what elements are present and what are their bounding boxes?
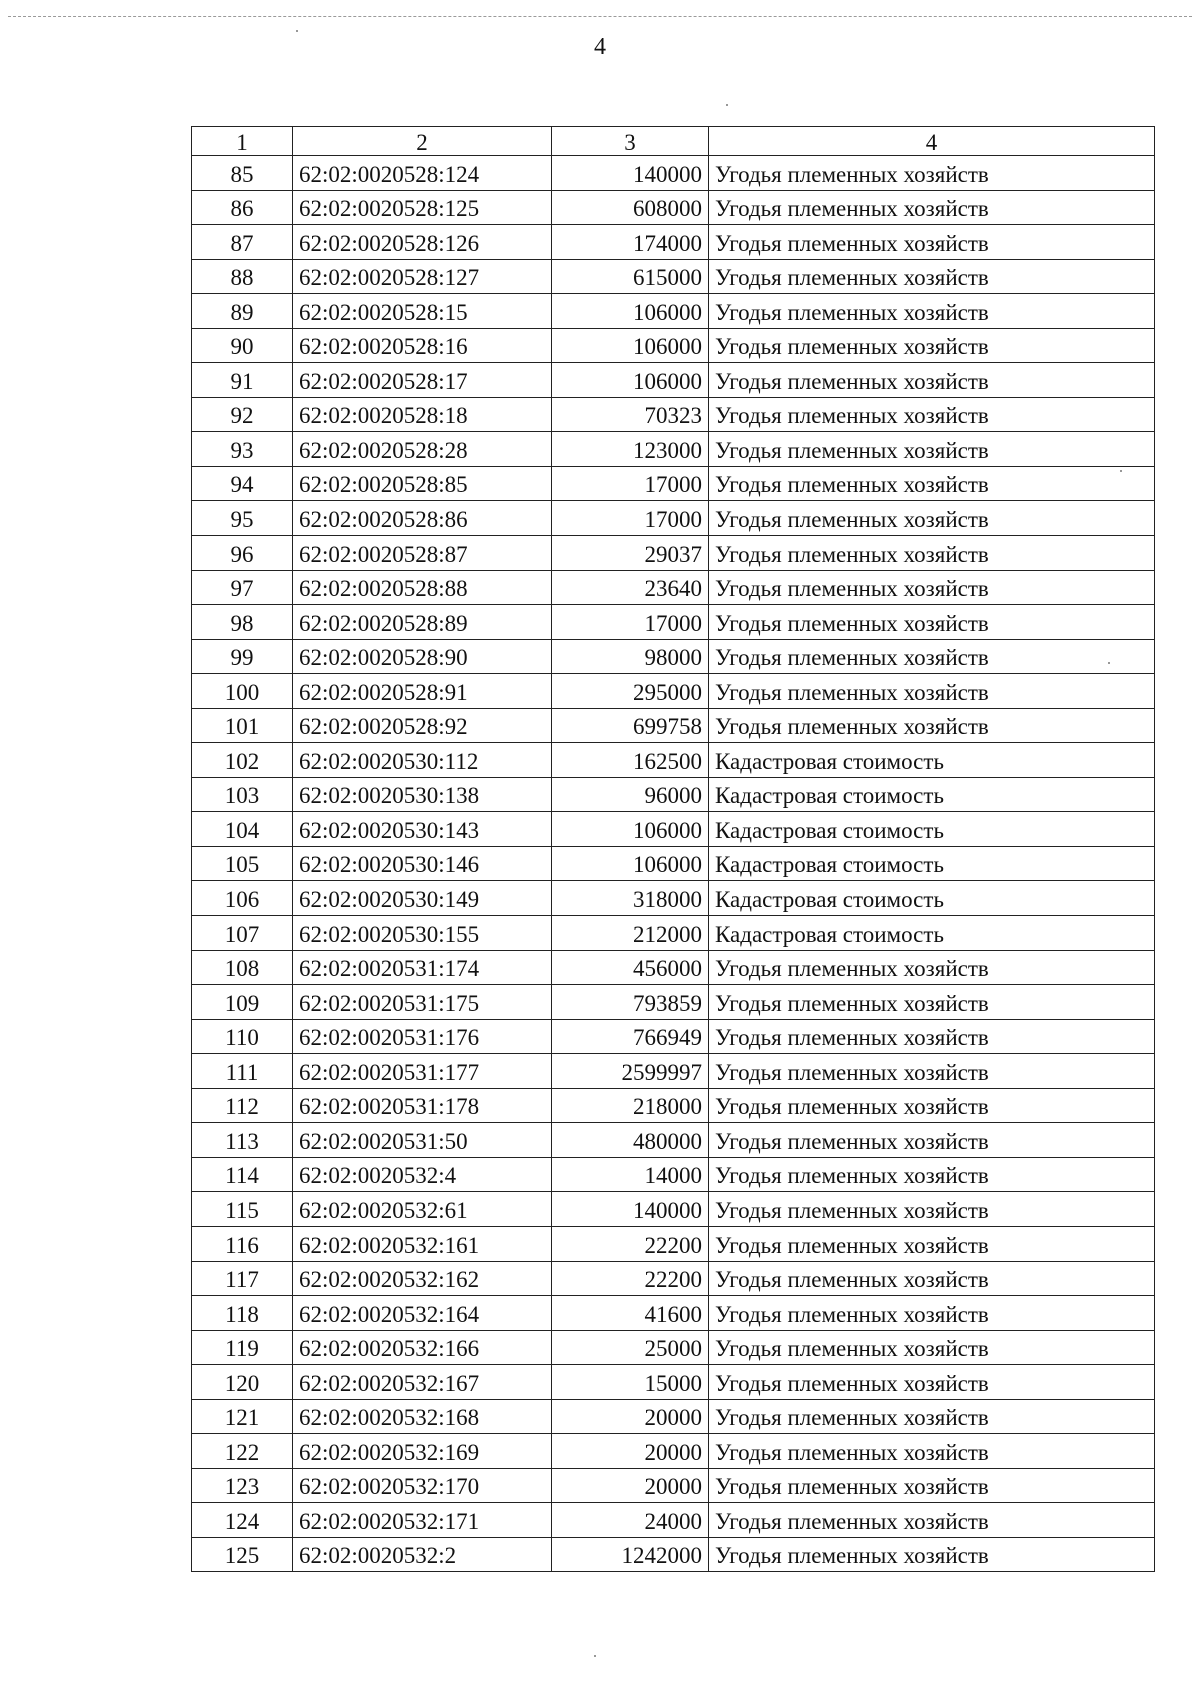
- cell-description: Угодья племенных хозяйств: [709, 674, 1155, 709]
- cell-cadastral-number: 62:02:0020528:126: [293, 225, 552, 260]
- scan-speck: [296, 30, 298, 32]
- cell-row-number: 113: [192, 1123, 293, 1158]
- cell-cadastral-number: 62:02:0020530:112: [293, 743, 552, 778]
- header-col-1: 1: [192, 127, 293, 156]
- cell-cadastral-number: 62:02:0020528:91: [293, 674, 552, 709]
- cell-row-number: 107: [192, 916, 293, 951]
- scan-speck: [1120, 470, 1122, 472]
- cell-description: Угодья племенных хозяйств: [709, 432, 1155, 467]
- cell-cadastral-number: 62:02:0020532:2: [293, 1537, 552, 1572]
- cell-description: Угодья племенных хозяйств: [709, 639, 1155, 674]
- cell-cadastral-number: 62:02:0020528:92: [293, 708, 552, 743]
- cell-cadastral-number: 62:02:0020531:178: [293, 1088, 552, 1123]
- header-col-4: 4: [709, 127, 1155, 156]
- cell-description: Угодья племенных хозяйств: [709, 1192, 1155, 1227]
- table-row: [192, 190, 1155, 225]
- cell-description: Угодья племенных хозяйств: [709, 605, 1155, 640]
- table-row: [192, 1123, 1155, 1158]
- cell-value: 96000: [552, 777, 709, 812]
- cell-cadastral-number: 62:02:0020528:15: [293, 294, 552, 329]
- table-row: [192, 743, 1155, 778]
- cell-cadastral-number: 62:02:0020532:162: [293, 1261, 552, 1296]
- cell-value: 106000: [552, 294, 709, 329]
- cell-value: 766949: [552, 1019, 709, 1054]
- table-row: [192, 1503, 1155, 1538]
- cell-description: Угодья племенных хозяйств: [709, 985, 1155, 1020]
- cell-cadastral-number: 62:02:0020528:86: [293, 501, 552, 536]
- table-row: [192, 156, 1155, 191]
- cell-row-number: 124: [192, 1503, 293, 1538]
- cell-description: Угодья племенных хозяйств: [709, 294, 1155, 329]
- cell-value: 20000: [552, 1434, 709, 1469]
- cell-value: 106000: [552, 812, 709, 847]
- cell-description: Угодья племенных хозяйств: [709, 1537, 1155, 1572]
- table-row: [192, 846, 1155, 881]
- cell-value: 17000: [552, 466, 709, 501]
- cell-cadastral-number: 62:02:0020530:149: [293, 881, 552, 916]
- cell-description: Кадастровая стоимость: [709, 743, 1155, 778]
- cell-cadastral-number: 62:02:0020528:87: [293, 536, 552, 571]
- table-row: [192, 1537, 1155, 1572]
- cell-description: Угодья племенных хозяйств: [709, 1468, 1155, 1503]
- cell-cadastral-number: 62:02:0020532:170: [293, 1468, 552, 1503]
- table-row: [192, 1019, 1155, 1054]
- cell-value: 106000: [552, 363, 709, 398]
- cell-cadastral-number: 62:02:0020528:90: [293, 639, 552, 674]
- table-row: [192, 397, 1155, 432]
- table-row: [192, 812, 1155, 847]
- scan-speck: [1108, 662, 1110, 664]
- cell-value: 15000: [552, 1365, 709, 1400]
- table-row: [192, 225, 1155, 260]
- cell-description: Угодья племенных хозяйств: [709, 1019, 1155, 1054]
- cell-cadastral-number: 62:02:0020528:17: [293, 363, 552, 398]
- cell-description: Кадастровая стоимость: [709, 916, 1155, 951]
- cell-value: 106000: [552, 846, 709, 881]
- header-row: [192, 127, 1155, 156]
- cell-description: Угодья племенных хозяйств: [709, 708, 1155, 743]
- cell-row-number: 89: [192, 294, 293, 329]
- cell-row-number: 88: [192, 259, 293, 294]
- cell-description: Угодья племенных хозяйств: [709, 1226, 1155, 1261]
- cell-value: 25000: [552, 1330, 709, 1365]
- cell-row-number: 112: [192, 1088, 293, 1123]
- cell-value: 20000: [552, 1399, 709, 1434]
- cell-value: 162500: [552, 743, 709, 778]
- cell-cadastral-number: 62:02:0020530:143: [293, 812, 552, 847]
- cell-value: 212000: [552, 916, 709, 951]
- cell-cadastral-number: 62:02:0020528:125: [293, 190, 552, 225]
- table-row: [192, 363, 1155, 398]
- cell-value: 17000: [552, 501, 709, 536]
- cell-cadastral-number: 62:02:0020532:164: [293, 1296, 552, 1331]
- cell-cadastral-number: 62:02:0020531:174: [293, 950, 552, 985]
- cell-cadastral-number: 62:02:0020530:138: [293, 777, 552, 812]
- cell-value: 22200: [552, 1261, 709, 1296]
- cell-description: Угодья племенных хозяйств: [709, 1365, 1155, 1400]
- table-row: [192, 916, 1155, 951]
- cell-description: Угодья племенных хозяйств: [709, 156, 1155, 191]
- table-row: [192, 985, 1155, 1020]
- cell-cadastral-number: 62:02:0020532:61: [293, 1192, 552, 1227]
- table-row: [192, 1399, 1155, 1434]
- cell-description: Угодья племенных хозяйств: [709, 1296, 1155, 1331]
- cell-description: Угодья племенных хозяйств: [709, 1330, 1155, 1365]
- cell-row-number: 105: [192, 846, 293, 881]
- cell-cadastral-number: 62:02:0020528:127: [293, 259, 552, 294]
- cell-value: 20000: [552, 1468, 709, 1503]
- cell-row-number: 101: [192, 708, 293, 743]
- cell-value: 70323: [552, 397, 709, 432]
- table-body: [192, 156, 1155, 1572]
- cell-description: Угодья племенных хозяйств: [709, 1054, 1155, 1089]
- cell-description: Угодья племенных хозяйств: [709, 190, 1155, 225]
- cell-row-number: 110: [192, 1019, 293, 1054]
- header-col-3: 3: [552, 127, 709, 156]
- cell-value: 295000: [552, 674, 709, 709]
- cell-cadastral-number: 62:02:0020532:4: [293, 1157, 552, 1192]
- cell-value: 318000: [552, 881, 709, 916]
- header-col-2: 2: [293, 127, 552, 156]
- cell-cadastral-number: 62:02:0020528:28: [293, 432, 552, 467]
- cell-value: 98000: [552, 639, 709, 674]
- cell-row-number: 93: [192, 432, 293, 467]
- cell-cadastral-number: 62:02:0020532:171: [293, 1503, 552, 1538]
- cell-value: 23640: [552, 570, 709, 605]
- cell-row-number: 92: [192, 397, 293, 432]
- cell-cadastral-number: 62:02:0020528:89: [293, 605, 552, 640]
- cell-description: Угодья племенных хозяйств: [709, 1261, 1155, 1296]
- cell-row-number: 85: [192, 156, 293, 191]
- cell-cadastral-number: 62:02:0020528:124: [293, 156, 552, 191]
- cell-row-number: 99: [192, 639, 293, 674]
- table-row: [192, 1157, 1155, 1192]
- cell-cadastral-number: 62:02:0020531:175: [293, 985, 552, 1020]
- cell-row-number: 95: [192, 501, 293, 536]
- cell-description: Угодья племенных хозяйств: [709, 1399, 1155, 1434]
- cell-value: 14000: [552, 1157, 709, 1192]
- table-row: [192, 570, 1155, 605]
- cell-cadastral-number: 62:02:0020531:177: [293, 1054, 552, 1089]
- table-row: [192, 1468, 1155, 1503]
- cell-row-number: 111: [192, 1054, 293, 1089]
- cell-row-number: 109: [192, 985, 293, 1020]
- cell-description: Угодья племенных хозяйств: [709, 536, 1155, 571]
- table-header: [192, 127, 1155, 156]
- cell-description: Кадастровая стоимость: [709, 812, 1155, 847]
- cell-description: Угодья племенных хозяйств: [709, 1088, 1155, 1123]
- cell-cadastral-number: 62:02:0020531:50: [293, 1123, 552, 1158]
- table-row: [192, 1054, 1155, 1089]
- cell-cadastral-number: 62:02:0020528:16: [293, 328, 552, 363]
- table-row: [192, 432, 1155, 467]
- cell-cadastral-number: 62:02:0020532:169: [293, 1434, 552, 1469]
- cell-row-number: 86: [192, 190, 293, 225]
- cell-cadastral-number: 62:02:0020528:88: [293, 570, 552, 605]
- table-row: [192, 294, 1155, 329]
- cell-description: Угодья племенных хозяйств: [709, 363, 1155, 398]
- cell-row-number: 104: [192, 812, 293, 847]
- cell-value: 123000: [552, 432, 709, 467]
- cell-description: Кадастровая стоимость: [709, 881, 1155, 916]
- table-row: [192, 881, 1155, 916]
- cell-cadastral-number: 62:02:0020528:18: [293, 397, 552, 432]
- cell-description: Угодья племенных хозяйств: [709, 950, 1155, 985]
- table-row: [192, 536, 1155, 571]
- cell-value: 1242000: [552, 1537, 709, 1572]
- table-row: [192, 950, 1155, 985]
- cell-value: 480000: [552, 1123, 709, 1158]
- table-row: [192, 328, 1155, 363]
- scan-speck: [594, 1655, 596, 1657]
- cell-row-number: 106: [192, 881, 293, 916]
- table-row: [192, 1330, 1155, 1365]
- cell-row-number: 123: [192, 1468, 293, 1503]
- cell-description: Угодья племенных хозяйств: [709, 466, 1155, 501]
- cell-cadastral-number: 62:02:0020530:155: [293, 916, 552, 951]
- table-row: [192, 466, 1155, 501]
- cell-row-number: 122: [192, 1434, 293, 1469]
- cell-row-number: 118: [192, 1296, 293, 1331]
- cell-description: Угодья племенных хозяйств: [709, 328, 1155, 363]
- page-number: 4: [594, 34, 606, 60]
- cell-row-number: 87: [192, 225, 293, 260]
- cell-row-number: 90: [192, 328, 293, 363]
- cell-cadastral-number: 62:02:0020530:146: [293, 846, 552, 881]
- cell-row-number: 117: [192, 1261, 293, 1296]
- scan-edge-line: [8, 16, 1192, 17]
- table-row: [192, 501, 1155, 536]
- cell-value: 608000: [552, 190, 709, 225]
- cell-value: 24000: [552, 1503, 709, 1538]
- cell-value: 17000: [552, 605, 709, 640]
- cell-row-number: 121: [192, 1399, 293, 1434]
- cell-value: 615000: [552, 259, 709, 294]
- cell-description: Угодья племенных хозяйств: [709, 259, 1155, 294]
- table-row: [192, 1226, 1155, 1261]
- table-row: [192, 674, 1155, 709]
- cell-cadastral-number: 62:02:0020532:161: [293, 1226, 552, 1261]
- cell-description: Кадастровая стоимость: [709, 777, 1155, 812]
- cell-value: 106000: [552, 328, 709, 363]
- cell-row-number: 116: [192, 1226, 293, 1261]
- cell-value: 29037: [552, 536, 709, 571]
- cell-row-number: 119: [192, 1330, 293, 1365]
- cell-row-number: 108: [192, 950, 293, 985]
- table-row: [192, 1192, 1155, 1227]
- cell-description: Угодья племенных хозяйств: [709, 570, 1155, 605]
- table-row: [192, 1365, 1155, 1400]
- cell-value: 699758: [552, 708, 709, 743]
- cell-row-number: 102: [192, 743, 293, 778]
- table-row: [192, 605, 1155, 640]
- table-row: [192, 777, 1155, 812]
- table-row: [192, 1088, 1155, 1123]
- cell-row-number: 96: [192, 536, 293, 571]
- cell-description: Угодья племенных хозяйств: [709, 397, 1155, 432]
- cell-value: 22200: [552, 1226, 709, 1261]
- cell-cadastral-number: 62:02:0020531:176: [293, 1019, 552, 1054]
- scan-speck: [726, 104, 728, 106]
- cell-row-number: 125: [192, 1537, 293, 1572]
- table-row: [192, 1434, 1155, 1469]
- cell-cadastral-number: 62:02:0020532:167: [293, 1365, 552, 1400]
- cell-value: 140000: [552, 156, 709, 191]
- cell-value: 793859: [552, 985, 709, 1020]
- table-row: [192, 708, 1155, 743]
- cell-description: Угодья племенных хозяйств: [709, 1123, 1155, 1158]
- cell-value: 218000: [552, 1088, 709, 1123]
- table-row: [192, 259, 1155, 294]
- cell-description: Угодья племенных хозяйств: [709, 1503, 1155, 1538]
- cell-row-number: 103: [192, 777, 293, 812]
- cell-row-number: 91: [192, 363, 293, 398]
- cell-row-number: 114: [192, 1157, 293, 1192]
- table-row: [192, 1296, 1155, 1331]
- cell-value: 2599997: [552, 1054, 709, 1089]
- data-table: [191, 126, 1155, 1572]
- cell-row-number: 120: [192, 1365, 293, 1400]
- cell-value: 456000: [552, 950, 709, 985]
- table-row: [192, 1261, 1155, 1296]
- cell-cadastral-number: 62:02:0020528:85: [293, 466, 552, 501]
- cell-row-number: 100: [192, 674, 293, 709]
- cell-cadastral-number: 62:02:0020532:166: [293, 1330, 552, 1365]
- cell-description: Кадастровая стоимость: [709, 846, 1155, 881]
- cell-row-number: 115: [192, 1192, 293, 1227]
- cell-row-number: 98: [192, 605, 293, 640]
- cell-value: 140000: [552, 1192, 709, 1227]
- cell-description: Угодья племенных хозяйств: [709, 225, 1155, 260]
- cell-description: Угодья племенных хозяйств: [709, 1434, 1155, 1469]
- cell-value: 41600: [552, 1296, 709, 1331]
- cell-row-number: 97: [192, 570, 293, 605]
- cell-value: 174000: [552, 225, 709, 260]
- cell-description: Угодья племенных хозяйств: [709, 1157, 1155, 1192]
- cell-cadastral-number: 62:02:0020532:168: [293, 1399, 552, 1434]
- cell-description: Угодья племенных хозяйств: [709, 501, 1155, 536]
- table-row: [192, 639, 1155, 674]
- cell-row-number: 94: [192, 466, 293, 501]
